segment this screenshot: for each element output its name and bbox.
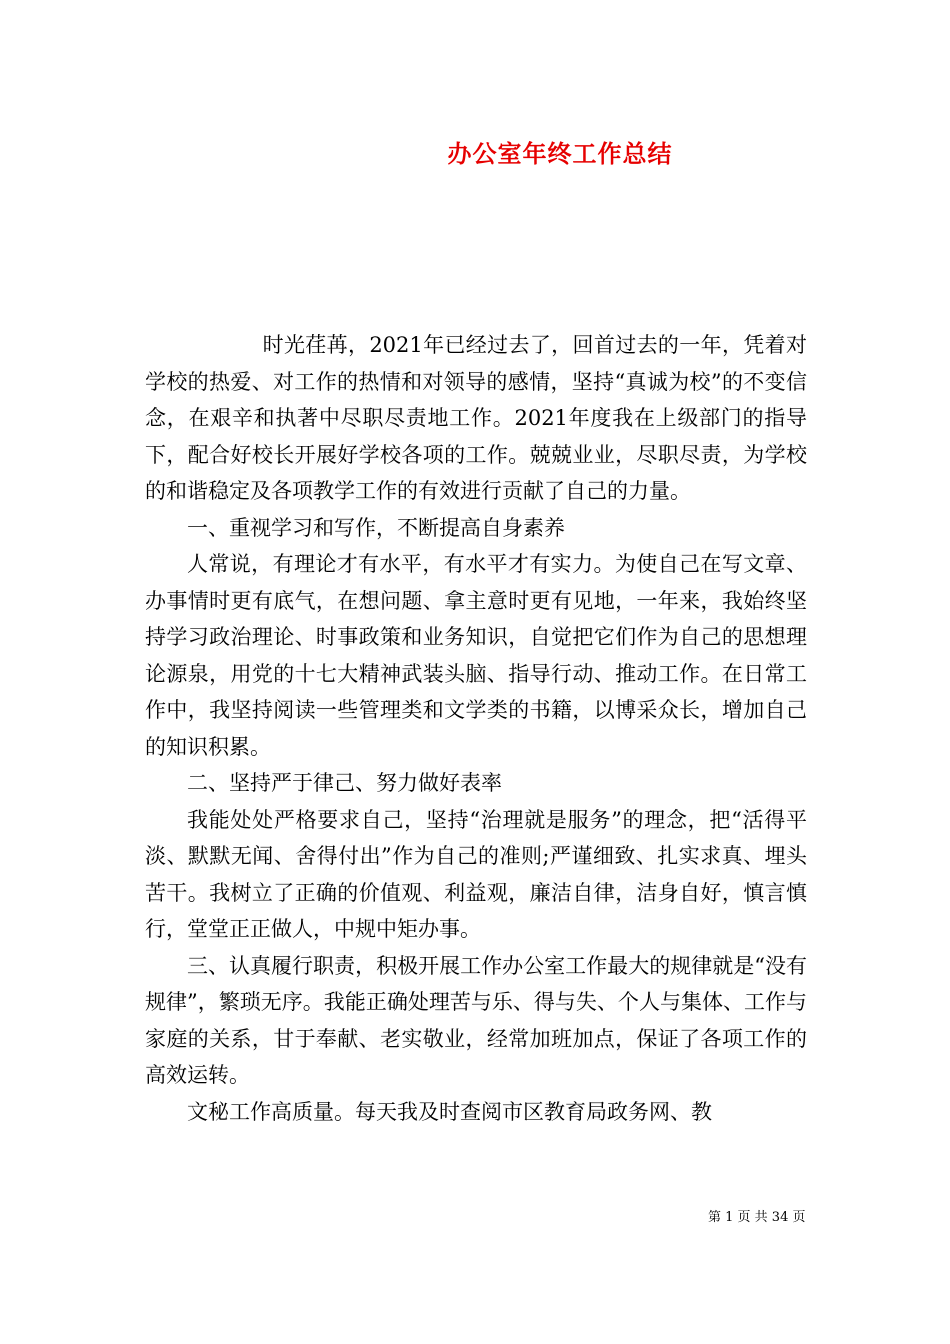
section-heading-2: 二、坚持严于律己、努力做好表率 bbox=[187, 771, 502, 795]
paragraph-intro: 时光荏苒，2021年已经过去了，回首过去的一年，凭着对学校的热爱、对工作的热情和对领导的感情，坚持“真诚为校”的不变信念，在艰辛和执著中尽职尽责地工作。2021年度我在上级部门的指导下，配合好校长开展好学校各项的工作。兢兢业业，尽职尽责，为学校的和谐稳定及各项教学工作的有效进行贡献了自己的力量。 bbox=[145, 333, 807, 503]
paragraph-section-1: 人常说，有理论才有水平，有水平才有实力。为使自己在写文章、办事情时更有底气，在想问题、拿主意时更有见地，一年来，我始终坚持学习政治理论、时事政策和业务知识，自觉把它们作为自己的思想理论源泉，用党的十七大精神武装头脑、指导行动、推动工作。在日常工作中，我坚持阅读一些管理类和文学类的书籍，以博采众长，增加自己的知识积累。 bbox=[145, 552, 807, 759]
page-number: 第 1 页 共 34 页 bbox=[708, 1210, 806, 1225]
paragraph-section-2: 我能处处严格要求自己，坚持“治理就是服务”的理念，把“活得平淡、默默无闻、舍得付出”作为自己的准则;严谨细致、扎实求真、埋头苦干。我树立了正确的价值观、利益观，廉洁自律，洁身自好，慎言慎行，堂堂正正做人，中规中矩办事。 bbox=[145, 807, 807, 941]
paragraph-secretarial: 文秘工作高质量。每天我及时查阅市区教育局政务网、教 bbox=[187, 1099, 712, 1124]
section-heading-1: 一、重视学习和写作，不断提高自身素养 bbox=[187, 515, 565, 540]
document-body bbox=[145, 327, 807, 1130]
paragraph-section-3: 三、认真履行职责，积极开展工作办公室工作最大的规律就是“没有规律”，繁琐无序。我能正确处理苦与乐、得与失、个人与集体、工作与家庭的关系，甘于奉献、老实敬业，经常加班加点，保证了各项工作的高效运转。 bbox=[145, 953, 807, 1087]
document-title: 办公室年终工作总结 bbox=[447, 139, 673, 168]
